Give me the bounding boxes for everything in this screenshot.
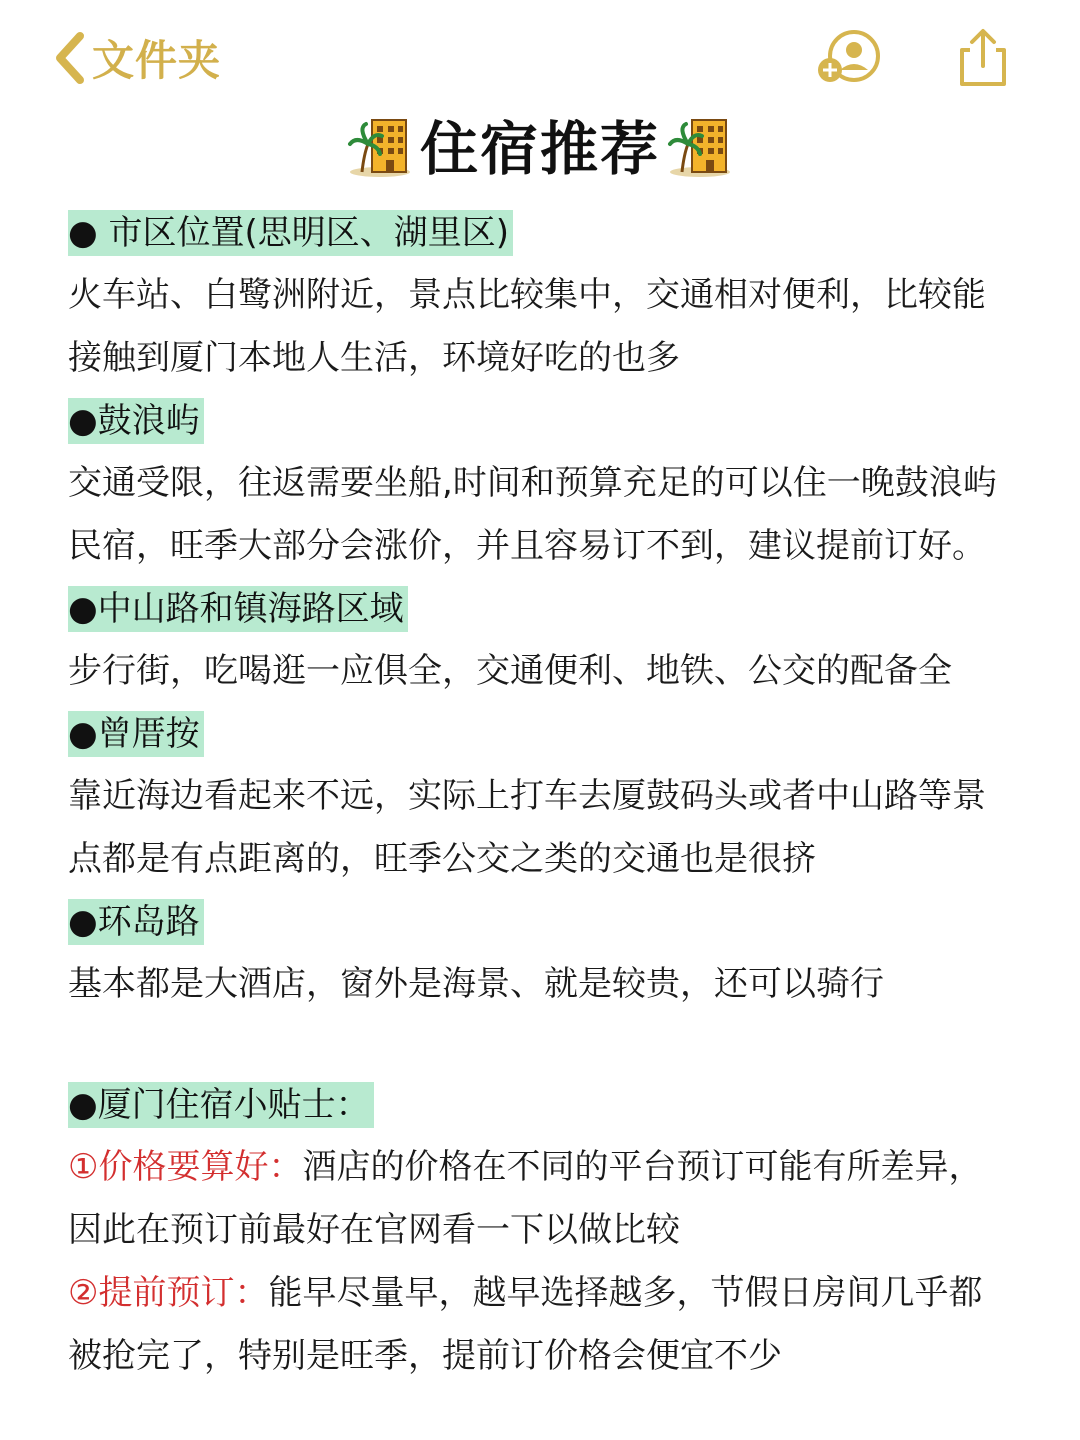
- note-content[interactable]: [68, 202, 1058, 1388]
- add-person-button[interactable]: [814, 26, 884, 90]
- hotel-palm-emoji: [666, 110, 734, 178]
- section-text-line: 点都是有点距离的，旺季公交之类的交通也是很挤: [68, 839, 816, 879]
- share-icon: [948, 26, 1018, 90]
- section-heading: ●鼓浪屿: [68, 398, 204, 444]
- tip-label: ①价格要算好：: [68, 1147, 303, 1187]
- top-bar: [0, 0, 1080, 110]
- section-text-line: 步行街，吃喝逛一应俱全，交通便利、地铁、公交的配备全: [68, 651, 952, 691]
- section-text-line: 接触到厦门本地人生活，环境好吃的也多: [68, 338, 680, 378]
- tip-text: 酒店的价格在不同的平台预订可能有所差异，: [302, 1147, 983, 1187]
- hotel-palm-emoji: [346, 110, 414, 178]
- section-text-line: 交通受限，往返需要坐船,时间和预算充足的可以住一晚鼓浪屿: [68, 463, 997, 503]
- section-text-line: 火车站、白鹭洲附近，景点比较集中，交通相对便利，比较能: [68, 275, 986, 315]
- tip-label: ②提前预订：: [68, 1273, 269, 1313]
- title-row: [0, 104, 1080, 184]
- section-heading: ●曾厝按: [68, 711, 204, 757]
- tip-line: [68, 1136, 1058, 1199]
- back-label: 文件夹: [92, 36, 222, 85]
- tips-heading: ●厦门住宿小贴士：: [68, 1082, 374, 1128]
- page-title: 住宿推荐: [419, 115, 660, 183]
- section-heading: ●中山路和镇海路区域: [68, 586, 408, 632]
- chevron-left-icon: [52, 28, 86, 88]
- section-heading: ● 市区位置(思明区、湖里区): [68, 210, 513, 256]
- section-text-line: 基本都是大酒店，窗外是海景、就是较贵，还可以骑行: [68, 964, 884, 1004]
- tip-text-line: 被抢完了，特别是旺季，提前订价格会便宜不少: [68, 1336, 782, 1376]
- back-button[interactable]: [52, 28, 221, 88]
- section-heading: ●环岛路: [68, 899, 204, 945]
- section-text-line: 靠近海边看起来不远，实际上打车去厦鼓码头或者中山路等景: [68, 776, 986, 816]
- blank-line: [68, 1016, 1058, 1074]
- tip-line: [68, 1262, 1058, 1325]
- add-person-icon: [814, 26, 884, 90]
- tip-text-line: 因此在预订前最好在官网看一下以做比较: [68, 1210, 680, 1250]
- tip-text: 能早尽量早，越早选择越多，节假日房间几乎都: [268, 1273, 983, 1313]
- share-button[interactable]: [948, 26, 1018, 90]
- section-text-line: 民宿，旺季大部分会涨价，并且容易订不到，建议提前订好。: [68, 526, 986, 566]
